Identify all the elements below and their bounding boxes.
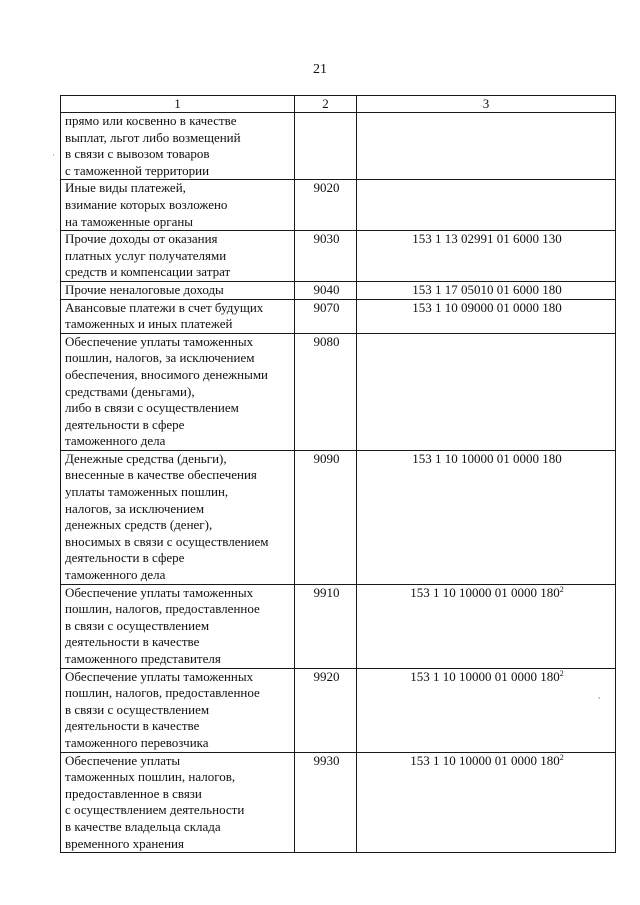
budget-code <box>357 450 616 584</box>
payment-code: 9080 <box>295 333 357 450</box>
table-row <box>61 281 616 299</box>
table-row <box>61 299 616 333</box>
budget-code <box>357 231 616 282</box>
budget-code <box>357 752 616 853</box>
payment-code: 9030 <box>295 231 357 282</box>
table-row <box>61 113 616 180</box>
payment-code: 9040 <box>295 281 357 299</box>
table-row <box>61 668 616 752</box>
footnote-mark: 2 <box>559 584 564 594</box>
table-row <box>61 231 616 282</box>
payment-name: Авансовые платежи в счет будущих таможенных и иных платежей <box>61 299 295 333</box>
table-row <box>61 584 616 668</box>
header-col-1: 1 <box>61 96 295 113</box>
table-row <box>61 450 616 584</box>
scan-speck: · <box>52 150 55 160</box>
header-row <box>61 96 616 113</box>
budget-code-value: 153 1 10 10000 01 0000 180 <box>410 668 560 684</box>
payment-code: 9920 <box>295 668 357 752</box>
payment-name: Обеспечение уплаты таможенных пошлин, налогов, предоставленное в связи с осуществлением деятельности в качестве владельца склада временного хранения <box>61 752 295 853</box>
budget-code <box>357 668 616 752</box>
payment-name: прямо или косвенно в качестве выплат, льгот либо возмещений в связи с вывозом товаров с таможенной территории <box>61 113 295 180</box>
budget-code <box>357 584 616 668</box>
payment-code: 9020 <box>295 180 357 231</box>
budget-code <box>357 281 616 299</box>
payment-code: 9930 <box>295 752 357 853</box>
header-col-2: 2 <box>295 96 357 113</box>
payment-code: 9910 <box>295 584 357 668</box>
payment-name: Прочие доходы от оказания платных услуг получателями средств и компенсации затрат <box>61 231 295 282</box>
budget-code-value: 153 1 17 05010 01 6000 180 <box>412 281 562 297</box>
budget-code <box>357 113 616 180</box>
payment-name: Денежные средства (деньги), внесенные в качестве обеспечения уплаты таможенных пошлин, налогов, за исключением денежных средств (денег), вносимых в связи с осуществлением деятельности в сфере таможенного дела <box>61 450 295 584</box>
table-row <box>61 180 616 231</box>
page-number: 21 <box>313 62 327 77</box>
kbk-table <box>60 95 616 853</box>
budget-code <box>357 180 616 231</box>
budget-code-value: 153 1 10 10000 01 0000 180 <box>410 584 560 600</box>
budget-code-value: 153 1 10 10000 01 0000 180 <box>410 752 560 768</box>
footnote-mark: 2 <box>559 668 564 678</box>
payment-code: 9070 <box>295 299 357 333</box>
payment-name: Обеспечение уплаты таможенных пошлин, налогов, за исключением обеспечения, вносимого денежными средствами (деньгами), либо в связи с осуществлением деятельности в сфере таможенного дела <box>61 333 295 450</box>
payment-code <box>295 113 357 180</box>
payment-name: Прочие неналоговые доходы <box>61 281 295 299</box>
payment-code: 9090 <box>295 450 357 584</box>
budget-code-value: 153 1 10 10000 01 0000 180 <box>412 450 562 466</box>
footnote-mark: 2 <box>559 752 564 762</box>
payment-name: Обеспечение уплаты таможенных пошлин, налогов, предоставленное в связи с осуществлением деятельности в качестве таможенного перевозчика <box>61 668 295 752</box>
table-row <box>61 333 616 450</box>
budget-code <box>357 333 616 450</box>
payment-name: Иные виды платежей, взимание которых возложено на таможенные органы <box>61 180 295 231</box>
budget-code <box>357 299 616 333</box>
header-col-3: 3 <box>357 96 616 113</box>
scan-speck: , <box>598 690 601 700</box>
payment-name: Обеспечение уплаты таможенных пошлин, налогов, предоставленное в связи с осуществлением деятельности в качестве таможенного представителя <box>61 584 295 668</box>
table-row <box>61 752 616 853</box>
budget-code-value: 153 1 13 02991 01 6000 130 <box>412 231 562 247</box>
budget-code-value: 153 1 10 09000 01 0000 180 <box>412 299 562 315</box>
